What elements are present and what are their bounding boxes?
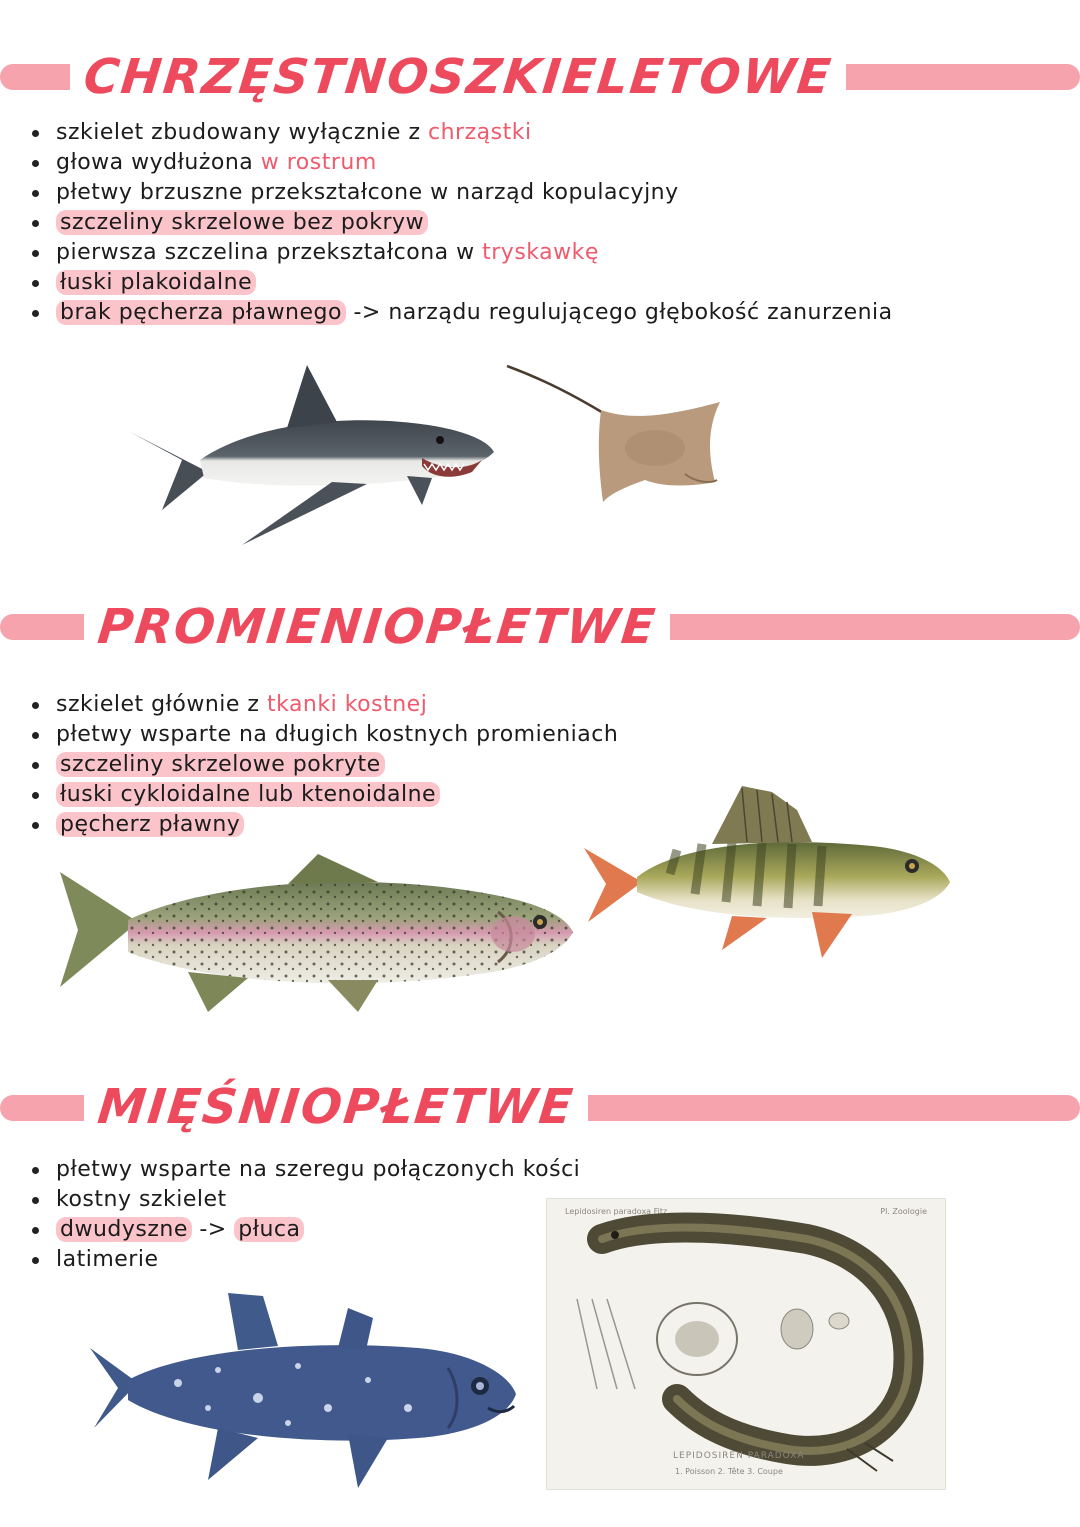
bullet-text: -> [191, 1217, 235, 1242]
bullet-item [30, 208, 893, 238]
section-title-cartilaginous: CHRZĘSTNOSZKIELETOWE [81, 49, 836, 105]
bullet-text: płetwy brzuszne przekształcone w narząd kopulacyjny [56, 180, 679, 205]
plate-top-left-text: Lepidosiren paradoxa Fitz. [565, 1207, 670, 1216]
highlighted-text: pęcherz pławny [56, 812, 244, 837]
bullet-text: latimerie [56, 1247, 159, 1272]
section-heading-wrap-2 [84, 595, 670, 659]
section-heading-wrap-1 [70, 45, 846, 109]
coelacanth-image [88, 1288, 520, 1490]
trout-image [58, 852, 578, 1020]
section-title-ray-finned: PROMIENIOPŁETWE [95, 599, 660, 655]
bullet-item [30, 238, 893, 268]
section-title-lobe-finned: MIĘŚNIOPŁETWE [95, 1079, 577, 1135]
bullet-item [30, 780, 618, 810]
accent-text: chrząstki [428, 120, 532, 145]
bullet-item [30, 690, 618, 720]
bullet-item [30, 298, 893, 328]
plate-subcaption-text: 1. Poisson 2. Tête 3. Coupe [675, 1467, 783, 1476]
bullet-item [30, 810, 618, 840]
bullet-item [30, 148, 893, 178]
highlighted-text: dwudyszne [56, 1217, 192, 1242]
bullet-item [30, 750, 618, 780]
highlighted-text: brak pęcherza pławnego [56, 300, 346, 325]
shark-image [122, 360, 502, 555]
bullet-item [30, 268, 893, 298]
bullet-text: -> narządu regulującego głębokość zanurzenia [345, 300, 893, 325]
lungfish-engraving-icon [547, 1199, 945, 1489]
bullet-item [30, 178, 893, 208]
bullet-text: pierwsza szczelina przekształcona w [56, 240, 483, 265]
plate-caption-text: LEPIDOSIREN PARADOXA [673, 1451, 805, 1461]
ray-image [505, 362, 733, 507]
highlighted-text: łuski cykloidalne lub ktenoidalne [56, 782, 440, 807]
perch-image [582, 782, 954, 964]
highlighted-text: szczeliny skrzelowe bez pokryw [56, 210, 428, 235]
section-heading-wrap-3 [84, 1075, 588, 1139]
bullet-list-ray-finned [30, 690, 618, 840]
bullet-text: kostny szkielet [56, 1187, 227, 1212]
lungfish-plate-image [546, 1198, 946, 1490]
bullet-text: płetwy wsparte na długich kostnych promieniach [56, 722, 619, 747]
bullet-text: szkielet zbudowany wyłącznie z [56, 120, 428, 145]
bullet-item [30, 118, 893, 148]
bullet-text: głowa wydłużona [56, 150, 261, 175]
accent-text: w rostrum [260, 150, 377, 175]
highlighted-text: łuski plakoidalne [56, 270, 256, 295]
plate-top-right-text: Pl. Zoologie [880, 1207, 927, 1216]
bullet-list-lobe-finned [30, 1155, 580, 1275]
highlighted-text: szczeliny skrzelowe pokryte [56, 752, 385, 777]
bullet-item [30, 1245, 580, 1275]
accent-text: tkanki kostnej [266, 692, 428, 717]
bullet-item [30, 1185, 580, 1215]
bullet-list-cartilaginous [30, 118, 893, 328]
accent-text: tryskawkę [482, 240, 599, 265]
bullet-item [30, 1215, 580, 1245]
bullet-text: płetwy wsparte na szeregu połączonych kości [56, 1157, 581, 1182]
bullet-text: szkielet głównie z [56, 692, 267, 717]
bullet-item [30, 1155, 580, 1185]
bullet-item [30, 720, 618, 750]
highlighted-text: płuca [234, 1217, 304, 1242]
